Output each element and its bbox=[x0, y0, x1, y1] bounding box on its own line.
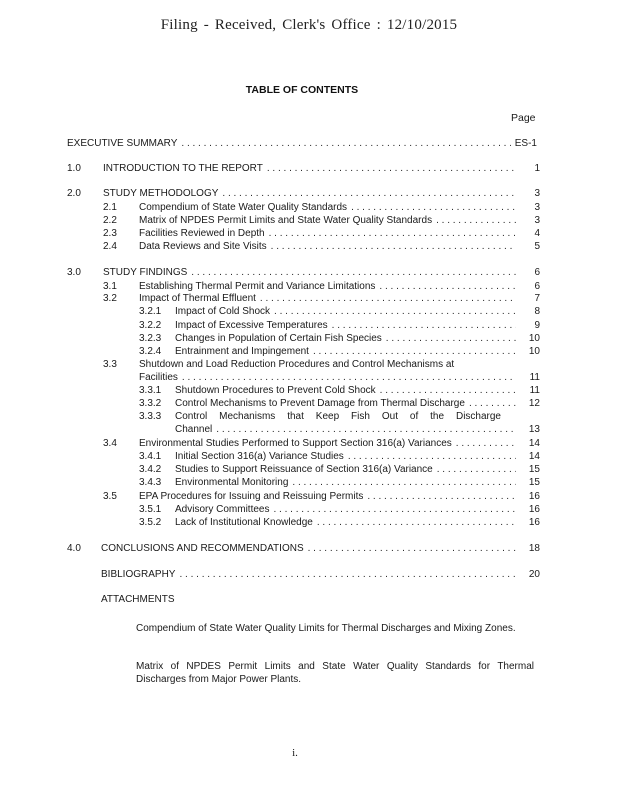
toc-entry-number: 3.3 bbox=[103, 359, 117, 370]
toc-entry-page: 13 bbox=[528, 424, 540, 435]
toc-entry-page: 9 bbox=[534, 320, 540, 331]
dot-leader bbox=[380, 384, 516, 397]
dot-leader bbox=[313, 345, 516, 358]
toc-entry-number: 3.4 bbox=[103, 438, 117, 449]
toc-entry-text: Initial Section 316(a) Variance Studies bbox=[175, 451, 344, 462]
toc-entry-text: Establishing Thermal Permit and Variance Limitations bbox=[139, 281, 376, 292]
toc-entry-page: 6 bbox=[534, 267, 540, 278]
toc-entry-page: 16 bbox=[528, 504, 540, 515]
toc-entry-number: 3.2.1 bbox=[139, 306, 162, 317]
toc-entry bbox=[175, 463, 540, 477]
toc-entry-text: Matrix of NPDES Permit Limits and State Water Quality Standards bbox=[139, 215, 433, 226]
toc-entry-number: 3.4.1 bbox=[139, 451, 162, 462]
toc-entry-text: INTRODUCTION TO THE REPORT bbox=[103, 163, 263, 174]
toc-entry-text: Data Reviews and Site Visits bbox=[139, 241, 267, 252]
filing-stamp: Filing - Received, Clerk's Office : 12/10/2015 bbox=[160, 17, 458, 33]
dot-leader bbox=[267, 162, 516, 175]
page-number: i. bbox=[292, 747, 298, 759]
toc-entry bbox=[139, 292, 540, 306]
toc-entry bbox=[175, 345, 540, 359]
toc-entry-number: 3.5.1 bbox=[139, 504, 162, 515]
dot-leader bbox=[386, 332, 516, 345]
toc-title: TABLE OF CONTENTS bbox=[245, 84, 359, 96]
toc-entry-page: 11 bbox=[529, 372, 540, 383]
dot-leader bbox=[274, 305, 516, 318]
toc-entry-page: 3 bbox=[534, 202, 540, 213]
dot-leader bbox=[216, 423, 516, 436]
attachment-item: Compendium of State Water Quality Limits for Thermal Discharges and Mixing Zones. bbox=[136, 623, 516, 634]
toc-entry-text: Studies to Support Reissuance of Section 316(a) Variance bbox=[175, 464, 433, 475]
toc-entry-text: Environmental Studies Performed to Support Section 316(a) Variances bbox=[139, 438, 452, 449]
toc-entry-page: 10 bbox=[528, 333, 540, 344]
toc-entry bbox=[175, 305, 540, 319]
toc-entry bbox=[103, 187, 540, 201]
toc-entry-page: 7 bbox=[534, 293, 540, 304]
toc-entry-number: 2.4 bbox=[103, 241, 117, 252]
toc-entry-number: 3.2 bbox=[103, 293, 117, 304]
toc-entry-page: 3 bbox=[534, 215, 540, 226]
toc-entry-text: CONCLUSIONS AND RECOMMENDATIONS bbox=[101, 543, 304, 554]
toc-entry-page: 16 bbox=[528, 517, 540, 528]
toc-entry bbox=[139, 214, 540, 228]
toc-entry-page: 15 bbox=[528, 477, 540, 488]
toc-entry bbox=[139, 371, 540, 385]
page-column-header: Page bbox=[511, 112, 536, 124]
dot-leader bbox=[437, 463, 516, 476]
toc-entry-page: 8 bbox=[534, 306, 540, 317]
toc-entry-number: 3.2.3 bbox=[139, 333, 162, 344]
toc-entry-number: 4.0 bbox=[67, 543, 81, 554]
dot-leader bbox=[332, 319, 516, 332]
attachment-item: Matrix of NPDES Permit Limits and State Water Quality Standards for Thermal Discharges from Major Power Plants. bbox=[136, 661, 534, 685]
dot-leader bbox=[182, 371, 516, 384]
toc-entry-number: 3.3.2 bbox=[139, 398, 162, 409]
toc-entry-number: 3.5.2 bbox=[139, 517, 162, 528]
toc-entry-number: 3.3.1 bbox=[139, 385, 162, 396]
dot-leader bbox=[367, 490, 516, 503]
toc-entry-page: 15 bbox=[528, 464, 540, 475]
toc-entry bbox=[175, 476, 540, 490]
toc-entry-page: 20 bbox=[528, 569, 540, 580]
toc-entry-number: 3.0 bbox=[67, 267, 81, 278]
toc-entry bbox=[139, 227, 540, 241]
toc-entry bbox=[67, 137, 537, 151]
toc-entry-page: 18 bbox=[528, 543, 540, 554]
toc-entry-page: 14 bbox=[528, 438, 540, 449]
dot-leader bbox=[436, 214, 516, 227]
toc-entry-number: 2.1 bbox=[103, 202, 117, 213]
toc-entry-text: Lack of Institutional Knowledge bbox=[175, 517, 313, 528]
toc-entry-text: BIBLIOGRAPHY bbox=[101, 569, 176, 580]
toc-entry-text: EPA Procedures for Issuing and Reissuing Permits bbox=[139, 491, 364, 502]
toc-entry bbox=[139, 240, 540, 254]
toc-entry-page: 16 bbox=[528, 491, 540, 502]
dot-leader bbox=[456, 437, 516, 450]
toc-entry bbox=[175, 397, 540, 411]
toc-entry-number: 3.4.3 bbox=[139, 477, 162, 488]
toc-entry-number: 3.4.2 bbox=[139, 464, 162, 475]
toc-entry-page: 5 bbox=[534, 241, 540, 252]
dot-leader bbox=[308, 542, 516, 555]
toc-entry-page: 12 bbox=[528, 398, 540, 409]
toc-entry bbox=[103, 266, 540, 280]
toc-entry bbox=[103, 162, 540, 176]
dot-leader bbox=[348, 450, 516, 463]
toc-entry bbox=[175, 450, 540, 464]
toc-entry bbox=[139, 437, 540, 451]
toc-entry-text-continued: Channel bbox=[175, 424, 213, 435]
toc-entry bbox=[175, 516, 540, 530]
toc-entry-text: Entrainment and Impingement bbox=[175, 346, 309, 357]
toc-entry-page: 3 bbox=[534, 188, 540, 199]
toc-entry-number: 3.1 bbox=[103, 281, 117, 292]
toc-entry bbox=[175, 423, 540, 437]
dot-leader bbox=[351, 201, 516, 214]
dot-leader bbox=[260, 292, 516, 305]
toc-entry-number: 3.2.4 bbox=[139, 346, 162, 357]
toc-entry-number: 1.0 bbox=[67, 163, 81, 174]
dot-leader bbox=[317, 516, 516, 529]
toc-entry bbox=[175, 332, 540, 346]
dot-leader bbox=[191, 266, 516, 279]
toc-entry-text: Compendium of State Water Quality Standards bbox=[139, 202, 348, 213]
toc-entry-page: 14 bbox=[528, 451, 540, 462]
toc-entry-page: 1 bbox=[534, 163, 540, 174]
toc-entry-text-continued: Facilities bbox=[139, 372, 178, 383]
toc-entry bbox=[175, 384, 540, 398]
toc-entry bbox=[175, 319, 540, 333]
toc-entry-number: 3.3.3 bbox=[139, 411, 162, 422]
toc-entry-text: Impact of Thermal Effluent bbox=[139, 293, 256, 304]
toc-entry-page: 10 bbox=[528, 346, 540, 357]
dot-leader bbox=[271, 240, 516, 253]
toc-entry-number: 2.2 bbox=[103, 215, 117, 226]
toc-entry-text: Shutdown Procedures to Prevent Cold Shock bbox=[175, 385, 376, 396]
dot-leader bbox=[181, 137, 510, 150]
toc-entry-page: 6 bbox=[534, 281, 540, 292]
toc-entry-text: Impact of Excessive Temperatures bbox=[175, 320, 328, 331]
toc-entry bbox=[175, 503, 540, 517]
toc-entry-text: STUDY FINDINGS bbox=[103, 267, 188, 278]
toc-entry bbox=[101, 568, 540, 582]
dot-leader bbox=[222, 187, 516, 200]
dot-leader bbox=[269, 227, 516, 240]
toc-entry-text: Advisory Committees bbox=[175, 504, 270, 515]
toc-entry-number: 2.0 bbox=[67, 188, 81, 199]
toc-entry-page: 11 bbox=[529, 385, 540, 396]
toc-entry-text: Control Mechanisms that Keep Fish Out of the Discharge bbox=[175, 411, 501, 422]
toc-entry-text: Control Mechanisms to Prevent Damage from Thermal Discharge bbox=[175, 398, 465, 409]
toc-entry-text: Environmental Monitoring bbox=[175, 477, 289, 488]
toc-entry-text: Shutdown and Load Reduction Procedures and Control Mechanisms at bbox=[139, 359, 455, 370]
toc-entry-text: Changes in Population of Certain Fish Species bbox=[175, 333, 382, 344]
toc-entry bbox=[139, 490, 540, 504]
toc-entry-number: 3.2.2 bbox=[139, 320, 162, 331]
toc-entry-page: 4 bbox=[534, 228, 540, 239]
toc-entry-text: EXECUTIVE SUMMARY bbox=[67, 138, 178, 149]
attachments-heading: ATTACHMENTS bbox=[101, 594, 175, 605]
toc-entry-number: 3.5 bbox=[103, 491, 117, 502]
toc-entry bbox=[101, 542, 540, 556]
dot-leader bbox=[273, 503, 516, 516]
toc-entry bbox=[139, 201, 540, 215]
dot-leader bbox=[292, 476, 516, 489]
toc-entry-text: Impact of Cold Shock bbox=[175, 306, 271, 317]
dot-leader bbox=[469, 397, 516, 410]
toc-entry-text: STUDY METHODOLOGY bbox=[103, 188, 219, 199]
dot-leader bbox=[179, 568, 516, 581]
toc-entry-page: ES-1 bbox=[514, 138, 537, 149]
toc-entry-number: 2.3 bbox=[103, 228, 117, 239]
toc-entry-text: Facilities Reviewed in Depth bbox=[139, 228, 265, 239]
